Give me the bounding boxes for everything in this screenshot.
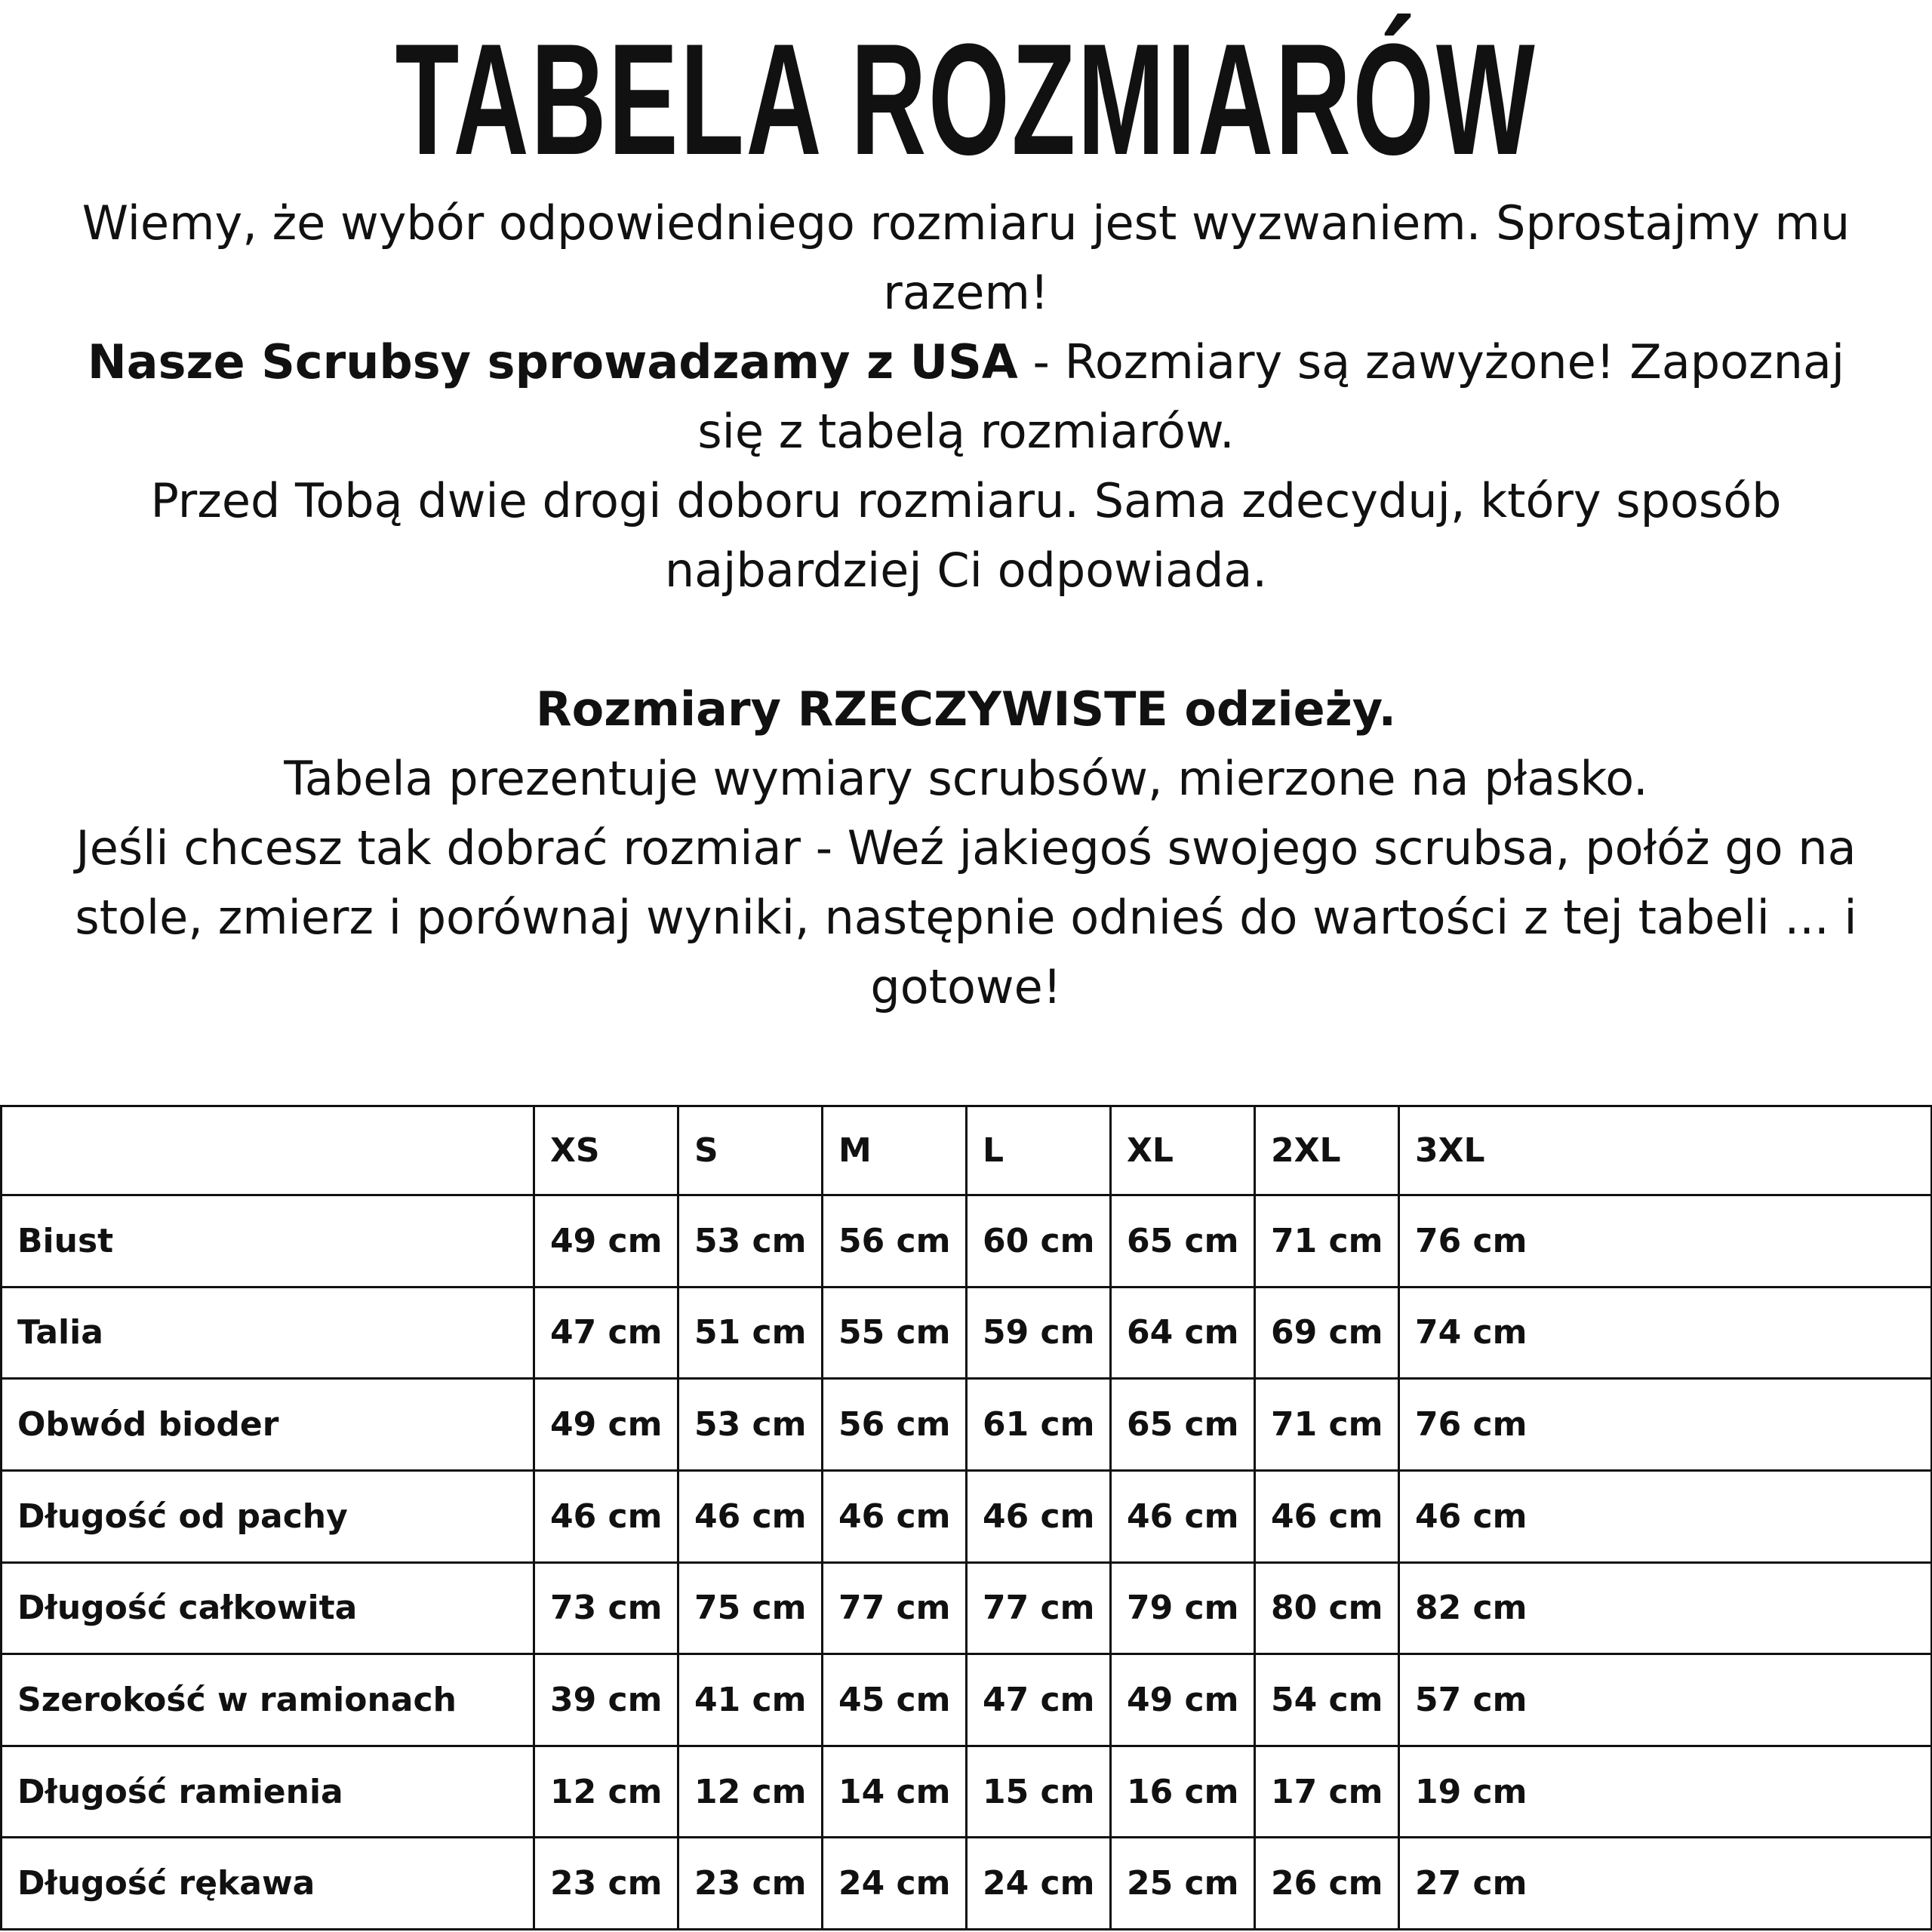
table-row [2, 1838, 1932, 1930]
table-cell: 53 cm [678, 1379, 823, 1471]
table-cell: 64 cm [1111, 1287, 1255, 1379]
table-cell: 73 cm [534, 1562, 678, 1654]
header-size-xl: XL [1111, 1106, 1255, 1195]
table-cell: 39 cm [534, 1654, 678, 1746]
intro-line-3: Przed Tobą dwie drogi doboru rozmiaru. Sama zdecyduj, który sposób najbardziej Ci odpowiada. [150, 473, 1782, 598]
table-cell: 25 cm [1111, 1838, 1255, 1930]
table-cell: 46 cm [1399, 1470, 1932, 1562]
table-row [2, 1287, 1932, 1379]
table-cell: 76 cm [1399, 1379, 1932, 1471]
table-cell: 46 cm [823, 1470, 967, 1562]
table-header-row [2, 1106, 1932, 1195]
page-title: TABELA ROZMIARÓW [395, 11, 1537, 188]
header-size-s: S [678, 1106, 823, 1195]
row-label: Obwód bioder [2, 1379, 534, 1471]
table-cell: 71 cm [1255, 1379, 1399, 1471]
table-cell: 51 cm [678, 1287, 823, 1379]
table-cell: 69 cm [1255, 1287, 1399, 1379]
table-cell: 76 cm [1399, 1195, 1932, 1287]
intro-line-2-bold: Nasze Scrubsy sprowadzamy z USA [87, 334, 1018, 389]
section-heading: Rozmiary RZECZYWISTE odzieży. [535, 681, 1397, 737]
table-row [2, 1470, 1932, 1562]
table-row [2, 1654, 1932, 1746]
table-cell: 60 cm [967, 1195, 1111, 1287]
table-cell: 46 cm [1111, 1470, 1255, 1562]
table-corner-cell [2, 1106, 534, 1195]
table-cell: 23 cm [678, 1838, 823, 1930]
table-cell: 47 cm [534, 1287, 678, 1379]
table-cell: 80 cm [1255, 1562, 1399, 1654]
table-cell: 59 cm [967, 1287, 1111, 1379]
table-cell: 41 cm [678, 1654, 823, 1746]
row-label: Talia [2, 1287, 534, 1379]
table-cell: 49 cm [534, 1195, 678, 1287]
table-cell: 12 cm [678, 1746, 823, 1838]
header-size-l: L [967, 1106, 1111, 1195]
row-label: Szerokość w ramionach [2, 1654, 534, 1746]
table-cell: 65 cm [1111, 1195, 1255, 1287]
row-label: Długość od pachy [2, 1470, 534, 1562]
table-row [2, 1379, 1932, 1471]
header-size-3xl: 3XL [1399, 1106, 1932, 1195]
header-size-2xl: 2XL [1255, 1106, 1399, 1195]
row-label: Biust [2, 1195, 534, 1287]
table-cell: 75 cm [678, 1562, 823, 1654]
table-cell: 27 cm [1399, 1838, 1932, 1930]
table-cell: 57 cm [1399, 1654, 1932, 1746]
table-cell: 15 cm [967, 1746, 1111, 1838]
table-cell: 82 cm [1399, 1562, 1932, 1654]
intro-line-2-rest: - Rozmiary są zawyżone! Zapoznaj się z tabelą rozmiarów. [697, 334, 1845, 459]
table-cell: 26 cm [1255, 1838, 1399, 1930]
table-cell: 19 cm [1399, 1746, 1932, 1838]
row-label: Długość rękawa [2, 1838, 534, 1930]
table-cell: 53 cm [678, 1195, 823, 1287]
intro-line-5: Jeśli chcesz tak dobrać rozmiar - Weź jakiegoś swojego scrubsa, połóż go na stole, zmierz i porównaj wyniki, następnie odnieś do wartości z tej tabeli ... i gotowe! [75, 820, 1857, 1014]
intro-line-2 [68, 328, 1864, 466]
row-label: Długość ramienia [2, 1746, 534, 1838]
row-label: Długość całkowita [2, 1562, 534, 1654]
table-cell: 79 cm [1111, 1562, 1255, 1654]
size-table [0, 1105, 1932, 1930]
table-cell: 46 cm [534, 1470, 678, 1562]
table-cell: 17 cm [1255, 1746, 1399, 1838]
table-cell: 46 cm [967, 1470, 1111, 1562]
table-cell: 45 cm [823, 1654, 967, 1746]
table-cell: 54 cm [1255, 1654, 1399, 1746]
table-row [2, 1562, 1932, 1654]
table-cell: 46 cm [678, 1470, 823, 1562]
table-cell: 55 cm [823, 1287, 967, 1379]
table-cell: 12 cm [534, 1746, 678, 1838]
intro-spacer [68, 605, 1864, 675]
table-cell: 65 cm [1111, 1379, 1255, 1471]
table-cell: 24 cm [967, 1838, 1111, 1930]
table-cell: 77 cm [823, 1562, 967, 1654]
table-cell: 74 cm [1399, 1287, 1932, 1379]
table-cell: 24 cm [823, 1838, 967, 1930]
table-cell: 61 cm [967, 1379, 1111, 1471]
table-cell: 46 cm [1255, 1470, 1399, 1562]
table-cell: 71 cm [1255, 1195, 1399, 1287]
header-size-m: M [823, 1106, 967, 1195]
table-row [2, 1195, 1932, 1287]
table-cell: 14 cm [823, 1746, 967, 1838]
table-cell: 23 cm [534, 1838, 678, 1930]
table-cell: 77 cm [967, 1562, 1111, 1654]
intro-text [68, 189, 1864, 1022]
header-size-xs: XS [534, 1106, 678, 1195]
intro-line-1: Wiemy, że wybór odpowiedniego rozmiaru jest wyzwaniem. Sprostajmy mu razem! [82, 195, 1850, 320]
table-cell: 47 cm [967, 1654, 1111, 1746]
table-cell: 16 cm [1111, 1746, 1255, 1838]
table-cell: 49 cm [1111, 1654, 1255, 1746]
table-cell: 56 cm [823, 1379, 967, 1471]
table-row [2, 1746, 1932, 1838]
table-cell: 56 cm [823, 1195, 967, 1287]
table-cell: 49 cm [534, 1379, 678, 1471]
intro-line-4: Tabela prezentuje wymiary scrubsów, mierzone na płasko. [284, 751, 1648, 806]
